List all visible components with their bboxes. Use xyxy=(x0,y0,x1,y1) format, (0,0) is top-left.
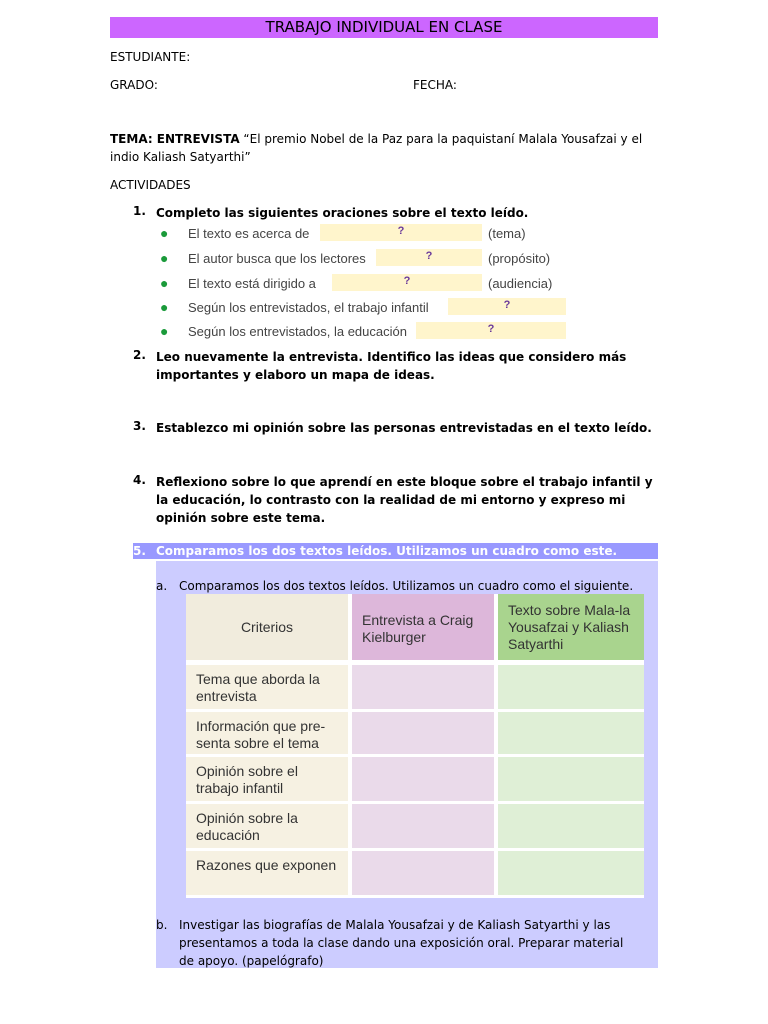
sub-item-text: Investigar las biografías de Malala Yousafzai y de Kaliash Satyarthi y las presentamos a toda la clase dando una exposición oral. Preparar material de apoyo. (papelógrafo) xyxy=(179,918,624,968)
table-header-craig: Entrevista a Craig Kielburger xyxy=(352,594,494,660)
table-cell-malala[interactable] xyxy=(498,665,644,709)
criteria-table xyxy=(186,594,644,898)
fill-in-item xyxy=(160,322,570,342)
bullet-icon: ● xyxy=(160,299,169,315)
fill-in-prompt: El texto está dirigido a xyxy=(188,276,316,291)
sub-item-text: Comparamos los dos textos leídos. Utilizamos un cuadro como el siguiente. xyxy=(179,579,634,593)
bullet-icon: ● xyxy=(160,275,169,291)
sub-item-letter: b. xyxy=(156,918,168,932)
activity-text: Leo nuevamente la entrevista. Identifico las ideas que considero más importantes y elaboro un mapa de ideas. xyxy=(156,350,627,382)
table-cell-craig[interactable] xyxy=(352,665,494,709)
fill-in-item xyxy=(160,249,560,269)
table-row-label: Opinión sobre la educación xyxy=(186,804,348,848)
date-field-label: FECHA: xyxy=(413,78,457,92)
topic-paragraph xyxy=(110,130,660,166)
fill-in-hint: (propósito) xyxy=(488,251,551,266)
table-row-label: Información que pre-senta sobre el tema xyxy=(186,712,348,754)
table-cell-craig[interactable] xyxy=(352,851,494,895)
fill-in-prompt: El texto es acerca de xyxy=(188,226,310,241)
sub-item-letter: a. xyxy=(156,579,168,593)
fill-in-blank[interactable]: ? xyxy=(320,224,482,241)
table-header-criterios: Criterios xyxy=(186,594,348,660)
activity-text: Completo las siguientes oraciones sobre el texto leído. xyxy=(156,206,529,220)
topic-label: TEMA: ENTREVISTA xyxy=(110,132,240,146)
activity-number: 1. xyxy=(133,204,146,218)
fill-in-blank[interactable]: ? xyxy=(332,274,482,291)
bullet-icon: ● xyxy=(160,250,169,266)
page-title: TRABAJO INDIVIDUAL EN CLASE xyxy=(110,17,658,38)
fill-in-prompt: Según los entrevistados, la educación xyxy=(188,324,407,339)
table-cell-craig[interactable] xyxy=(352,712,494,754)
activity-number: 2. xyxy=(133,348,146,362)
table-cell-malala[interactable] xyxy=(498,712,644,754)
bullet-icon: ● xyxy=(160,323,169,339)
fill-in-blank[interactable]: ? xyxy=(416,322,566,339)
fill-in-item xyxy=(160,224,540,244)
bullet-icon: ● xyxy=(160,225,169,241)
student-field-label: ESTUDIANTE: xyxy=(110,50,191,64)
table-row-label: Opinión sobre el trabajo infantil xyxy=(186,757,348,801)
topic-text: “El premio Nobel de la Paz para la paquistaní Malala Yousafzai y el indio Kaliash Satyarthi” xyxy=(110,132,643,164)
activity-text: Comparamos los dos textos leídos. Utilizamos un cuadro como este. xyxy=(156,544,618,558)
activity-number: 4. xyxy=(133,473,146,487)
activity-item-2 xyxy=(0,348,768,388)
fill-in-item xyxy=(160,274,560,294)
activity-text: Reflexiono sobre lo que aprendí en este bloque sobre el trabajo infantil y la educación, lo contrasto con la realidad de mi entorno y expreso mi opinión sobre este tema. xyxy=(156,475,653,525)
fill-in-hint: (audiencia) xyxy=(488,276,553,291)
activity-number: 3. xyxy=(133,419,146,433)
fill-in-prompt: Según los entrevistados, el trabajo infantil xyxy=(188,300,429,315)
table-cell-malala[interactable] xyxy=(498,757,644,801)
grade-field-label: GRADO: xyxy=(110,78,158,92)
fill-in-hint: (tema) xyxy=(488,226,526,241)
table-cell-malala[interactable] xyxy=(498,804,644,848)
table-header-malala: Texto sobre Mala-la Yousafzai y Kaliash Satyarthi xyxy=(498,594,644,660)
activity-item-4 xyxy=(0,473,768,529)
activity-item-3 xyxy=(0,419,768,439)
fill-in-item xyxy=(160,298,570,318)
table-cell-craig[interactable] xyxy=(352,757,494,801)
activity-text: Establezco mi opinión sobre las personas entrevistadas en el texto leído. xyxy=(156,421,652,435)
activity-item-5 xyxy=(133,543,658,559)
table-row-label: Tema que aborda la entrevista xyxy=(186,665,348,709)
activity-item-1 xyxy=(0,204,768,224)
table-cell-malala[interactable] xyxy=(498,851,644,895)
fill-in-blank[interactable]: ? xyxy=(376,249,482,266)
table-row-label: Razones que exponen xyxy=(186,851,348,895)
activities-heading: ACTIVIDADES xyxy=(110,178,191,192)
fill-in-prompt: El autor busca que los lectores xyxy=(188,251,366,266)
activity-number: 5. xyxy=(133,544,146,558)
table-cell-craig[interactable] xyxy=(352,804,494,848)
fill-in-blank[interactable]: ? xyxy=(448,298,566,315)
